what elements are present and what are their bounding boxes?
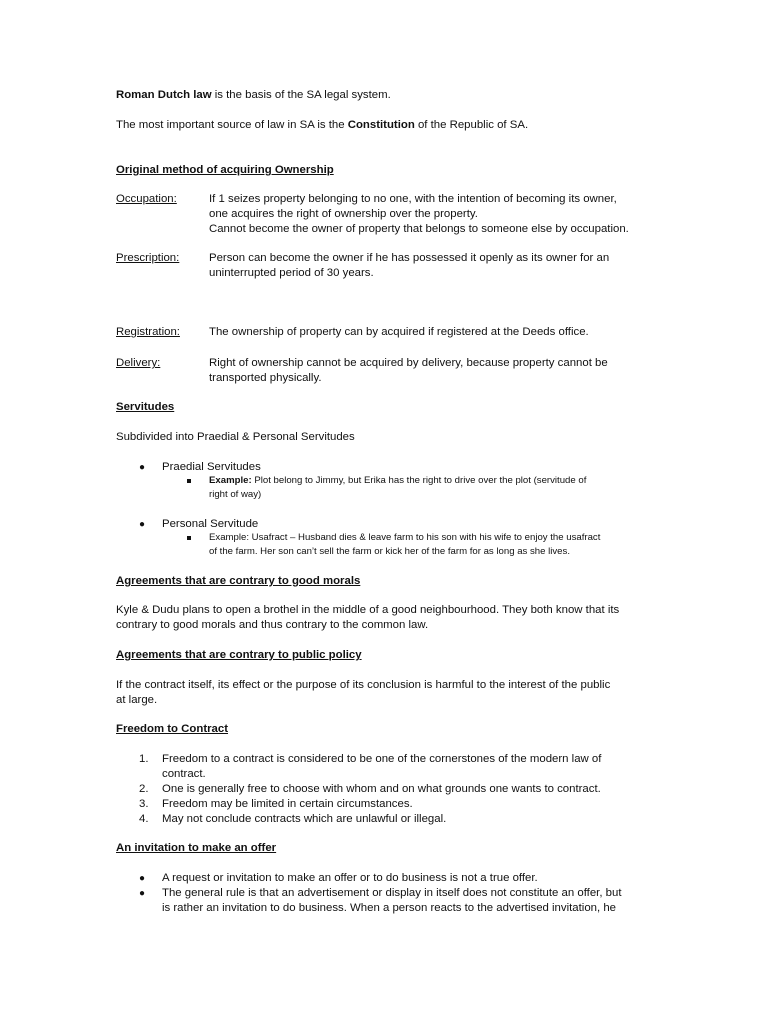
list-item-title: Personal Servitude [162,518,259,530]
square-bullet-icon [187,479,191,483]
intro-line-2 [116,118,528,133]
list-item-line: Freedom may be limited in certain circumstances. [162,798,413,810]
section-heading: Servitudes [116,401,175,413]
term-label: Prescription: [116,252,180,264]
intro-line-1 [116,88,391,103]
term-label: Delivery: [116,357,161,369]
list-item-line: The general rule is that an advertisement or display in itself does not constitute an offer, but [162,887,622,899]
list-item-line: Freedom to a contract is considered to be one of the cornerstones of the modern law of [162,753,602,765]
term-definition-line: uninterrupted period of 30 years. [209,267,374,279]
section-heading: Freedom to Contract [116,723,229,735]
intro-bold-term: Constitution [347,119,415,131]
intro-bold-term: Roman Dutch law [116,89,212,101]
sub-list-line: Example: Usafract – Husband dies & leave farm to his son with his wife to enjoy the usafract [209,532,601,543]
sub-list-line: right of way) [209,489,262,500]
paragraph-line: Subdivided into Praedial & Personal Servitudes [116,431,355,443]
list-number: 4. [139,813,149,825]
term-label: Occupation: [116,193,177,205]
paragraph-line: If the contract itself, its effect or the purpose of its conclusion is harmful to the interest of the public [116,679,611,691]
term-definition-line: Person can become the owner if he has possessed it openly as its owner for an [209,252,610,264]
list-number: 2. [139,783,149,795]
example-label: Example: [209,475,252,486]
paragraph-line: at large. [116,694,158,706]
sub-list-line: of the farm. Her son can’t sell the farm or kick her of the farm for as long as she lives. [209,546,570,557]
list-item-line: May not conclude contracts which are unlawful or illegal. [162,813,447,825]
term-definition-line: Right of ownership cannot be acquired by delivery, because property cannot be [209,357,608,369]
section-heading: Agreements that are contrary to public policy [116,649,362,661]
list-item-line: is rather an invitation to do business. When a person reacts to the advertised invitation, he [162,902,616,914]
square-bullet-icon [187,536,191,540]
list-item-line: contract. [162,768,206,780]
list-item-line: A request or invitation to make an offer or to do business is not a true offer. [162,872,538,884]
example-text: Plot belong to Jimmy, but Erika has the right to drive over the plot (servitude of [251,475,587,486]
bullet-icon: ● [139,873,146,884]
section-heading: Original method of acquiring Ownership [116,164,334,176]
list-item-title: Praedial Servitudes [162,461,261,473]
bullet-icon: ● [139,462,146,473]
list-number: 3. [139,798,149,810]
list-number: 1. [139,753,149,765]
paragraph-line: contrary to good morals and thus contrary to the common law. [116,619,429,631]
section-heading: An invitation to make an offer [116,842,277,854]
paragraph-line: Kyle & Dudu plans to open a brothel in the middle of a good neighbourhood. They both know that its [116,604,620,616]
intro-text: is the basis of the SA legal system. [211,89,391,101]
list-item-line: One is generally free to choose with whom and on what grounds one wants to contract. [162,783,601,795]
term-definition-line: one acquires the right of ownership over the property. [209,208,478,220]
term-definition-line: The ownership of property can by acquired if registered at the Deeds office. [209,326,589,338]
sub-list-line [209,474,586,488]
bullet-icon: ● [139,519,146,530]
intro-text: The most important source of law in SA is the [116,119,348,131]
bullet-icon: ● [139,888,146,899]
term-definition-line: Cannot become the owner of property that belongs to someone else by occupation. [209,223,629,235]
intro-text: of the Republic of SA. [414,119,529,131]
term-definition-line: transported physically. [209,372,322,384]
term-label: Registration: [116,326,180,338]
term-definition-line: If 1 seizes property belonging to no one, with the intention of becoming its owner, [209,193,617,205]
section-heading: Agreements that are contrary to good morals [116,575,361,587]
